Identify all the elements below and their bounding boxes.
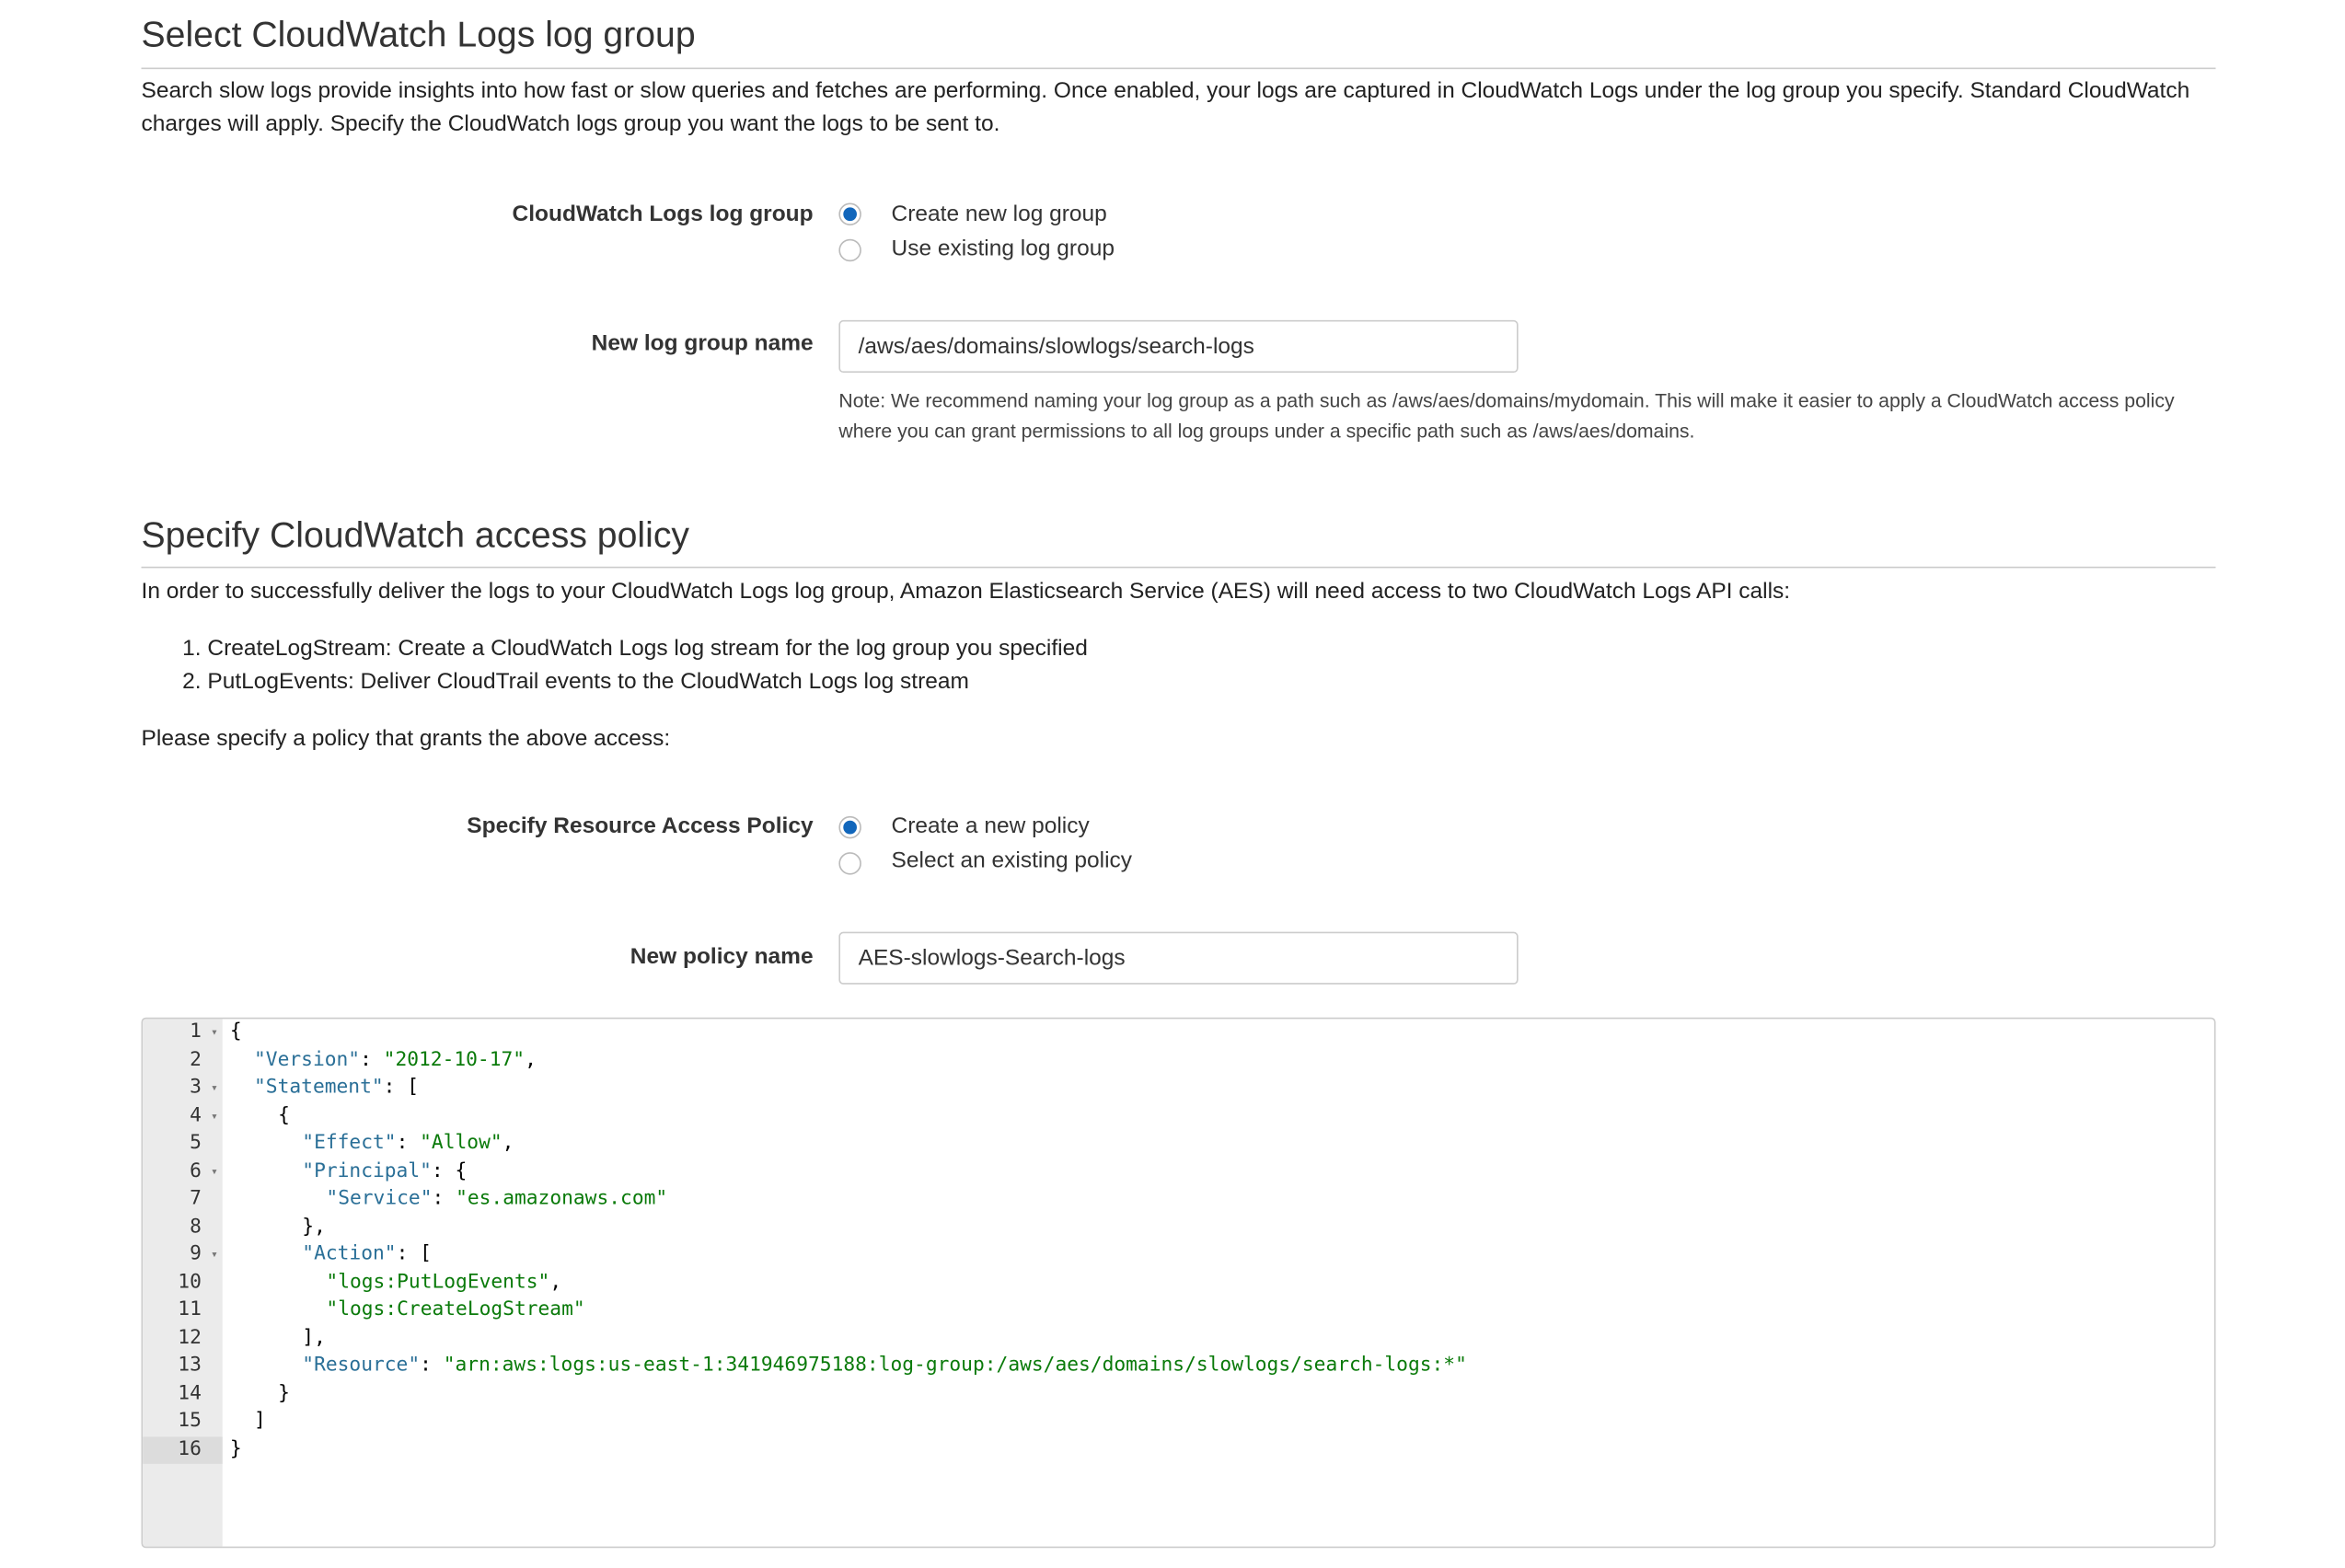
radio-select-existing-policy[interactable] — [838, 852, 861, 874]
line-number — [143, 1186, 223, 1214]
code-line — [230, 1436, 242, 1464]
line-number — [143, 1380, 223, 1408]
list-item: 2. PutLogEvents: Deliver CloudTrail events to the CloudWatch Logs log stream — [207, 666, 1087, 699]
code-line — [230, 1019, 242, 1046]
json-key: "Version" — [254, 1048, 361, 1071]
json-key: "Service" — [326, 1187, 433, 1210]
fold-arrow-icon[interactable]: ▾ — [210, 1024, 218, 1039]
line-number — [143, 1130, 223, 1158]
line-number-text: 2 — [190, 1048, 202, 1071]
json-key: "Statement" — [254, 1076, 384, 1099]
list-item: 1. CreateLogStream: Create a CloudWatch Logs log stream for the log group you specified — [207, 633, 1087, 666]
json-key: "Effect" — [302, 1131, 397, 1155]
fold-arrow-icon[interactable]: ▾ — [210, 1163, 218, 1178]
code-line — [254, 1075, 419, 1102]
code-line — [326, 1297, 584, 1325]
line-number — [143, 1047, 223, 1075]
code-line — [326, 1186, 667, 1214]
line-number — [143, 1019, 223, 1046]
json-key: "Principal" — [302, 1159, 432, 1182]
code-line — [278, 1102, 290, 1130]
divider — [142, 567, 2216, 569]
json-string: "2012-10-17" — [383, 1048, 526, 1071]
line-number-text: 15 — [178, 1410, 202, 1433]
policy-label: Specify Resource Access Policy — [467, 813, 814, 839]
line-number — [143, 1297, 223, 1325]
line-number — [143, 1353, 223, 1380]
fold-arrow-icon[interactable]: ▾ — [210, 1108, 218, 1123]
section-description: In order to successfully deliver the logs to your CloudWatch Logs log group, Amazon Elasticsearch Service (AES) will need access to two CloudWatch Logs API calls: — [141, 578, 1791, 605]
radio-create-new-log-group[interactable] — [838, 202, 861, 225]
line-number-text: 3 — [190, 1076, 202, 1099]
log-group-name-input[interactable]: /aws/aes/domains/slowlogs/search-logs — [838, 320, 1518, 373]
json-punctuation: : — [396, 1131, 421, 1155]
json-string: "es.amazonaws.com" — [456, 1187, 668, 1210]
line-number-text: 12 — [178, 1326, 202, 1349]
json-punctuation: , — [525, 1048, 537, 1071]
line-number-text: 11 — [178, 1298, 202, 1321]
json-punctuation: : — [432, 1187, 456, 1210]
line-number-gutter — [143, 1019, 223, 1546]
line-number-text: 16 — [178, 1437, 202, 1460]
policy-instruction: Please specify a policy that grants the above access: — [141, 725, 671, 752]
divider — [142, 67, 2216, 69]
radio-label[interactable]: Use existing log group — [891, 236, 1115, 262]
json-punctuation: ], — [302, 1326, 326, 1349]
json-string: "Allow" — [420, 1131, 502, 1155]
section-description: Search slow logs provide insights into how fast or slow queries and fetches are performing. Once enabled, your logs are captured in CloudWatch Logs under the log group you specify. Standard CloudWatch charges will apply. Specify the CloudWatch logs group you want the logs to be sent to. — [141, 77, 2190, 137]
json-punctuation: } — [229, 1437, 242, 1460]
json-punctuation: , — [502, 1131, 514, 1155]
line-number-text: 4 — [190, 1103, 202, 1127]
line-number — [143, 1241, 223, 1269]
json-key: "Action" — [302, 1242, 397, 1266]
line-number-text: 8 — [190, 1215, 202, 1239]
line-number-text: 6 — [190, 1159, 202, 1182]
line-number-text: 5 — [190, 1131, 202, 1155]
code-line — [254, 1047, 537, 1075]
json-punctuation: ] — [254, 1410, 266, 1433]
code-line — [302, 1130, 514, 1158]
radio-use-existing-log-group[interactable] — [838, 239, 861, 261]
fold-arrow-icon[interactable]: ▾ — [210, 1080, 218, 1095]
policy-name-input[interactable]: AES-slowlogs-Search-logs — [838, 932, 1518, 985]
line-number — [143, 1269, 223, 1297]
code-line — [278, 1380, 290, 1408]
json-punctuation: , — [549, 1270, 562, 1294]
json-string: "arn:aws:logs:us-east-1:341946975188:log-group:/aws/aes/domains/slowlogs/search-logs:*" — [443, 1354, 1467, 1378]
json-key: "Resource" — [302, 1354, 421, 1378]
line-number-text: 7 — [190, 1187, 202, 1210]
code-line — [302, 1158, 467, 1185]
new-policy-name-label: New policy name — [630, 943, 814, 970]
code-line — [254, 1408, 266, 1435]
json-punctuation: { — [229, 1020, 242, 1043]
fold-arrow-icon[interactable]: ▾ — [210, 1247, 218, 1262]
radio-label[interactable]: Create new log group — [891, 201, 1107, 227]
line-number — [143, 1158, 223, 1185]
json-string: "logs:PutLogEvents" — [326, 1270, 550, 1294]
log-group-note: Note: We recommend naming your log group as a path such as /aws/aes/domains/mydomain. This will make it easier to apply a CloudWatch access policy where you can grant permissions to all log groups under a specific path such as /aws/aes/domains. — [838, 389, 2175, 443]
json-punctuation: : [ — [396, 1242, 432, 1266]
line-number-text: 14 — [178, 1381, 202, 1405]
log-group-label: CloudWatch Logs log group — [512, 201, 814, 227]
line-number — [143, 1075, 223, 1102]
policy-code-editor[interactable] — [142, 1018, 2216, 1549]
radio-create-new-policy[interactable] — [838, 816, 861, 838]
line-number — [143, 1214, 223, 1241]
line-number — [143, 1436, 223, 1464]
code-line — [302, 1325, 326, 1353]
code-line — [302, 1241, 432, 1269]
line-number-text: 10 — [178, 1270, 202, 1294]
json-punctuation: : — [420, 1354, 444, 1378]
line-number — [143, 1102, 223, 1130]
line-number-text: 13 — [178, 1354, 202, 1378]
line-number-text: 1 — [190, 1020, 202, 1043]
json-punctuation: } — [278, 1381, 290, 1405]
json-punctuation: { — [278, 1103, 290, 1127]
code-line — [302, 1214, 326, 1241]
api-calls-list — [142, 633, 1088, 699]
new-log-group-name-label: New log group name — [591, 330, 814, 357]
json-punctuation: : — [360, 1048, 384, 1071]
section-title-log-group: Select CloudWatch Logs log group — [141, 15, 696, 56]
json-punctuation: : [ — [383, 1076, 420, 1099]
code-line — [302, 1353, 1467, 1380]
json-string: "logs:CreateLogStream" — [326, 1298, 585, 1321]
line-number — [143, 1408, 223, 1435]
radio-label[interactable]: Select an existing policy — [891, 847, 1133, 873]
line-number — [143, 1325, 223, 1353]
json-punctuation: }, — [302, 1215, 326, 1239]
radio-label[interactable]: Create a new policy — [891, 813, 1090, 839]
json-punctuation: : { — [431, 1159, 468, 1182]
code-line — [326, 1269, 561, 1297]
section-title-access-policy: Specify CloudWatch access policy — [141, 515, 690, 557]
line-number-text: 9 — [190, 1242, 202, 1266]
